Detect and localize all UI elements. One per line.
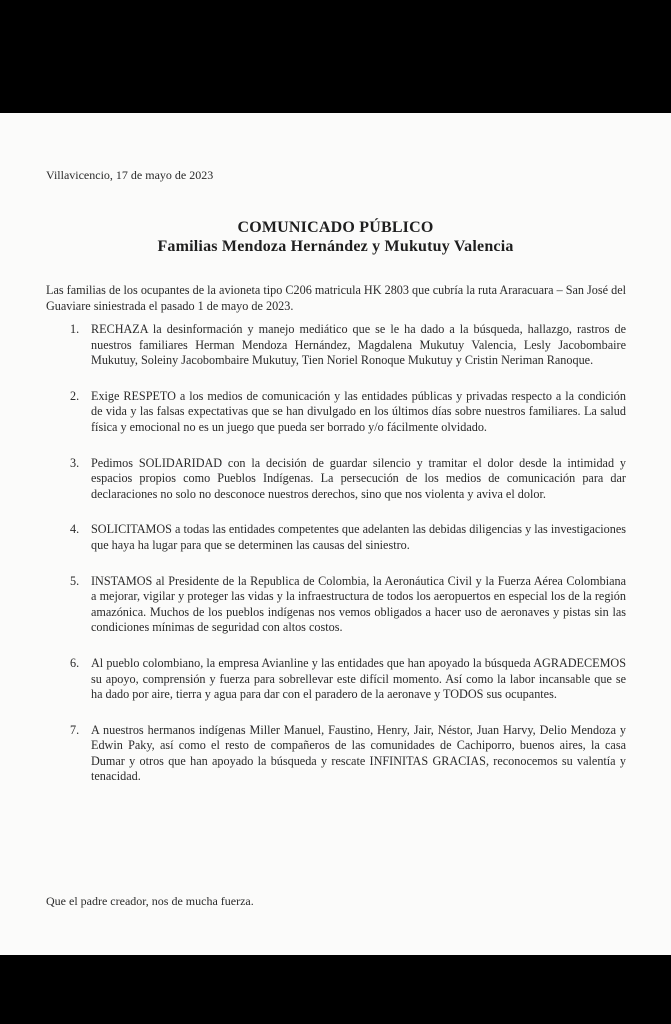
statement-item [46, 389, 626, 436]
statement-item [46, 723, 626, 785]
item-text: Exige RESPETO a los medios de comunicación y las entidades públicas y privadas respecto a la condición de vida y las falsas expectativas que se han divulgado en los últimos días sobre nuestros familiares. La salud física y emocional no es un juego que pueda ser borrado y/o fácilmente olvidado. [91, 388, 626, 434]
item-number: 3. [70, 455, 80, 470]
item-number: 6. [70, 655, 80, 670]
item-text: RECHAZA la desinformación y manejo mediático que se le ha dado a la búsqueda, hallazgo, rastros de nuestros familiares Herman Mendoza Hernández, Magdalena Mukutuy Valencia, Lesly Jacobombaire Mukutuy, Soleiny Jacobombaire Mukutuy, Tien Noriel Ronoque Mukutuy y Cristin Neriman Ranoque. [91, 322, 626, 368]
item-number: 4. [70, 522, 80, 537]
item-number: 7. [70, 722, 80, 737]
statement-item [46, 574, 626, 636]
intro-paragraph: Las familias de los ocupantes de la avioneta tipo C206 matricula HK 2803 que cubría la ruta Araracuara – San José del Guaviare siniestrada el pasado 1 de mayo de 2023. [46, 283, 626, 313]
communique-title: COMUNICADO PÚBLICO [237, 219, 434, 236]
item-text: SOLICITAMOS a todas las entidades competentes que adelanten las debidas diligencias y las investigaciones que haya ha lugar para que se determinen las causas del siniestro. [91, 522, 626, 552]
item-number: 2. [70, 388, 80, 403]
item-text: INSTAMOS al Presidente de la Republica de Colombia, la Aeronáutica Civil y la Fuerza Aérea Colombiana a mejorar, vigilar y proteger las vidas y la infraestructura de todos los aeropuertos en especial los de la región amazónica. Muchos de los pueblos indígenas nos vemos obligados a hacer uso de aeronaves y pistas sin las condiciones mínimas de seguridad con altos costos. [91, 573, 626, 635]
statement-item [46, 456, 626, 503]
item-text: A nuestros hermanos indígenas Miller Manuel, Faustino, Henry, Jair, Néstor, Juan Harvy, Delio Mendoza y Edwin Paky, así como el resto de compañeros de las comunidades de Cachiporro, buenos aires, la casa Dumar y otros que han apoyado la búsqueda y rescate INFINITAS GRACIAS, reconocemos su valentía y tenacidad. [91, 722, 626, 784]
bottom-black-band [0, 955, 671, 1024]
item-text: Pedimos SOLIDARIDAD con la decisión de guardar silencio y tramitar el dolor desde la intimidad y espacios propios como Pueblos Indígenas. La persecución de los medios de comunicación para dar declaraciones no solo no desconoce nuestros derechos, sino que nos violenta y aviva el dolor. [91, 455, 626, 501]
item-text: Al pueblo colombiano, la empresa Avianline y las entidades que han apoyado la búsqueda AGRADECEMOS su apoyo, comprensión y fuerza para sobrellevar este difícil momento. Así como la labor incansable que se ha dado por aire, tierra y agua para dar con el paradero de la aeronave y TODOS sus ocupantes. [91, 655, 626, 702]
statement-item [46, 522, 626, 553]
statement-item [46, 656, 626, 703]
top-black-band [0, 0, 671, 113]
communique-subtitle: Familias Mendoza Hernández y Mukutuy Valencia [157, 238, 514, 255]
place-date: Villavicencio, 17 de mayo de 2023 [46, 168, 214, 182]
letter-page [0, 113, 671, 955]
statement-list [46, 322, 626, 805]
item-number: 1. [70, 322, 80, 336]
closing-line: Que el padre creador, nos de mucha fuerza. [46, 894, 254, 908]
item-number: 5. [70, 573, 80, 588]
statement-item [46, 322, 626, 369]
